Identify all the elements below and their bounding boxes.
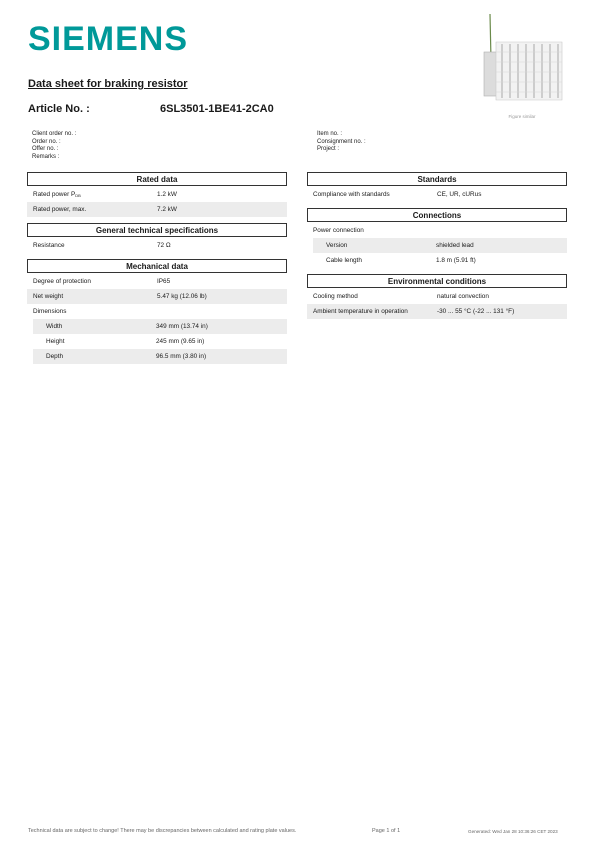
spec-value: 1.8 m (5.91 ft) bbox=[436, 257, 476, 264]
spec-value: 5.47 kg (12.06 lb) bbox=[157, 293, 207, 300]
spec-row bbox=[307, 223, 567, 238]
article-label: Article No. : bbox=[28, 103, 90, 115]
spec-key: Depth bbox=[46, 353, 64, 360]
spec-key: Cable length bbox=[326, 257, 362, 264]
spec-row bbox=[307, 304, 567, 319]
item-no-label: Item no. : bbox=[317, 131, 343, 137]
siemens-logo: SIEMENS bbox=[28, 20, 189, 58]
order-info-right bbox=[317, 131, 366, 154]
spec-key: Rated power $P_{DB}$ bbox=[33, 191, 81, 198]
spec-row bbox=[313, 238, 567, 253]
footer-generated: Generated: Wed Jan 28 10:36:26 CET 2023 bbox=[468, 829, 558, 834]
spec-value: 7.2 kW bbox=[157, 206, 177, 213]
spec-value: 245 mm (9.65 in) bbox=[156, 338, 205, 345]
consignment-no-label: Consignment no. : bbox=[317, 138, 366, 145]
document-title: Data sheet for braking resistor bbox=[28, 78, 188, 90]
connections-heading: Connections bbox=[307, 208, 567, 222]
spec-key: Dimensions bbox=[33, 308, 67, 315]
spec-key: Ambient temperature in operation bbox=[313, 308, 408, 315]
environment-heading: Environmental conditions bbox=[307, 274, 567, 288]
spec-row bbox=[27, 289, 287, 304]
spec-key: Compliance with standards bbox=[313, 191, 390, 198]
general-specs-heading: General technical specifications bbox=[27, 223, 287, 237]
spec-key: Version bbox=[326, 242, 348, 249]
spec-value bbox=[437, 223, 567, 238]
standards-heading: Standards bbox=[307, 172, 567, 186]
spec-row bbox=[313, 253, 567, 268]
spec-row bbox=[27, 304, 287, 319]
spec-value: CE, UR, cURus bbox=[437, 191, 482, 198]
spec-value: 1.2 kW bbox=[157, 191, 177, 198]
spec-value: 72 Ω bbox=[157, 242, 171, 249]
footer-disclaimer: Technical data are subject to change! There may be discrepancies between calculated and rating plate values. bbox=[28, 828, 297, 834]
spec-value bbox=[157, 304, 287, 319]
article-number: 6SL3501-1BE41-2CA0 bbox=[160, 103, 274, 115]
spec-value: 96.5 mm (3.80 in) bbox=[156, 353, 207, 360]
spec-row bbox=[307, 187, 567, 202]
right-column bbox=[307, 172, 567, 319]
spec-row bbox=[27, 202, 287, 217]
project-label: Project : bbox=[317, 146, 340, 153]
spec-value: shielded lead bbox=[436, 242, 474, 249]
product-image bbox=[478, 12, 566, 104]
spec-key: Degree of protection bbox=[33, 278, 91, 285]
spec-row bbox=[27, 238, 287, 253]
spec-key: Rated power, max. bbox=[33, 206, 87, 213]
spec-value: 349 mm (13.74 in) bbox=[156, 323, 208, 330]
spec-value: natural convection bbox=[437, 293, 489, 300]
figure-caption: Figure similar bbox=[508, 114, 536, 119]
spec-key: Resistance bbox=[33, 242, 65, 249]
remarks-label: Remarks : bbox=[32, 154, 60, 161]
client-order-label: Client order no. : bbox=[32, 131, 77, 137]
spec-key: Power connection bbox=[313, 227, 364, 234]
order-no-label: Order no. : bbox=[32, 138, 61, 145]
spec-key: Net weight bbox=[33, 293, 64, 300]
spec-row bbox=[33, 319, 287, 334]
spec-row bbox=[27, 187, 287, 202]
spec-value: -30 ... 55 °C (-22 ... 131 °F) bbox=[437, 308, 515, 315]
spec-row bbox=[307, 289, 567, 304]
order-info-left bbox=[32, 131, 76, 162]
spec-key: Cooling method bbox=[313, 293, 358, 300]
footer-page-number: Page 1 of 1 bbox=[372, 828, 401, 834]
spec-key: Width bbox=[46, 323, 63, 330]
spec-key: Height bbox=[46, 338, 65, 345]
left-column bbox=[27, 172, 287, 364]
spec-row bbox=[33, 349, 287, 364]
mechanical-data-heading: Mechanical data bbox=[27, 259, 287, 273]
spec-row bbox=[33, 334, 287, 349]
spec-value: IP65 bbox=[157, 278, 171, 285]
spec-row bbox=[27, 274, 287, 289]
offer-no-label: Offer no. : bbox=[32, 146, 59, 153]
rated-data-heading: Rated data bbox=[27, 172, 287, 186]
